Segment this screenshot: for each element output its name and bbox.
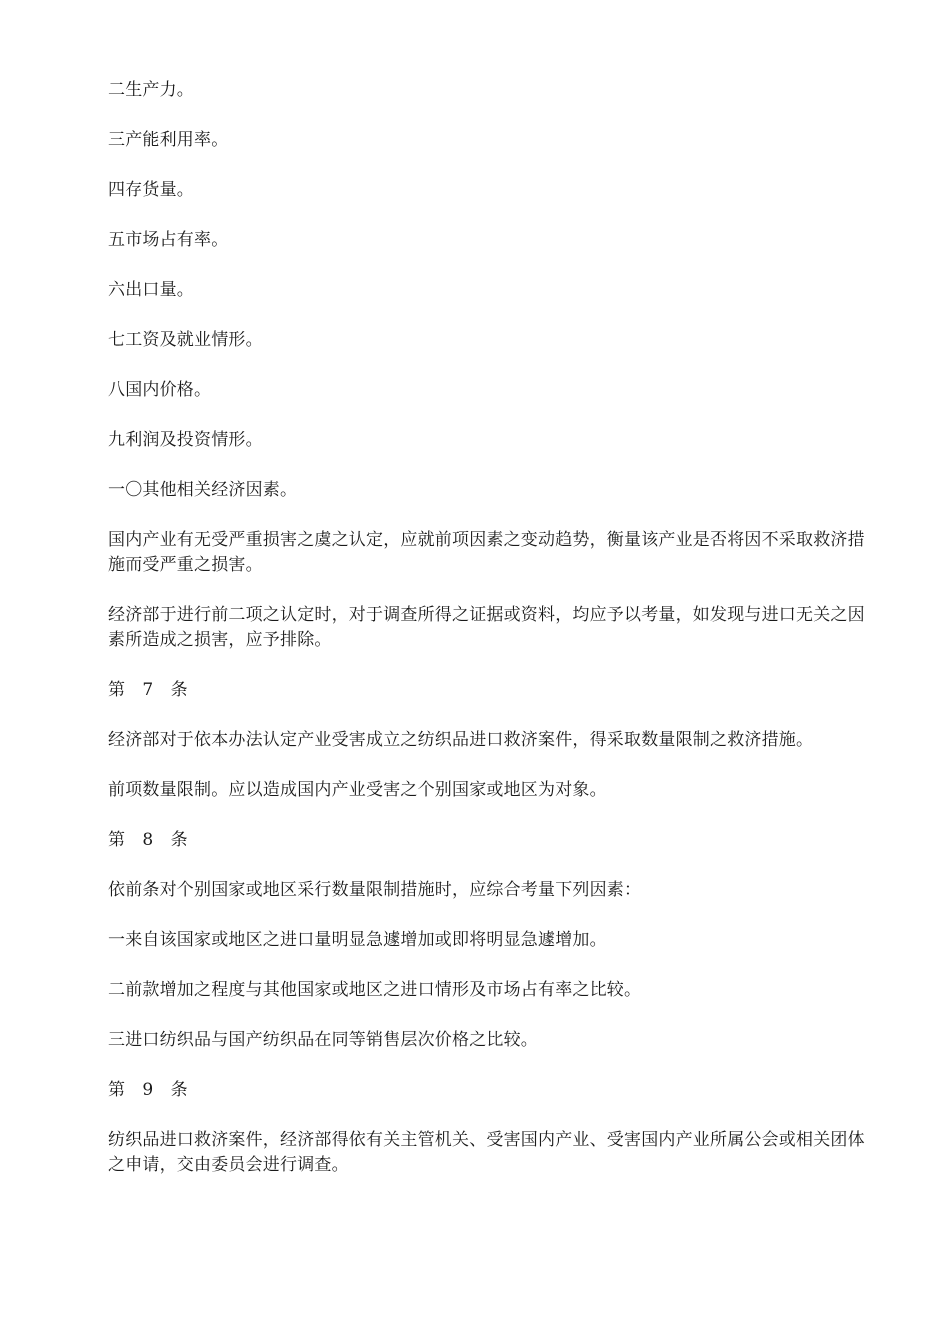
article-9-heading: 第 9 条 <box>108 1080 194 1100</box>
item-price-comparison: 三进口纺织品与国产纺织品在同等销售层次价格之比较。 <box>108 1030 538 1050</box>
item-wages-employment: 七工资及就业情形。 <box>108 330 263 350</box>
item-productivity: 二生产力。 <box>108 80 194 100</box>
item-inventory: 四存货量。 <box>108 180 194 200</box>
item-other-factors: 一〇其他相关经济因素。 <box>108 480 298 500</box>
item-domestic-price: 八国内价格。 <box>108 380 212 400</box>
paragraph-factors-intro: 依前条对个别国家或地区采行数量限制措施时，应综合考量下列因素： <box>108 880 642 900</box>
paragraph-quantity-restriction: 经济部对于依本办法认定产业受害成立之纺织品进口救济案件，得采取数量限制之救济措施。 <box>108 730 814 750</box>
paragraph-threat-determination: 国内产业有无受严重损害之虞之认定，应就前项因素之变动趋势，衡量该产业是否将因不采取救济措施而受严重之损害。 <box>108 530 865 575</box>
item-capacity-utilization: 三产能利用率。 <box>108 130 229 150</box>
item-exports: 六出口量。 <box>108 280 194 300</box>
item-import-surge: 一来自该国家或地区之进口量明显急遽增加或即将明显急遽增加。 <box>108 930 607 950</box>
article-7-heading: 第 7 条 <box>108 680 194 700</box>
paragraph-restriction-target: 前项数量限制。应以造成国内产业受害之个别国家或地区为对象。 <box>108 780 607 800</box>
item-profit-investment: 九利润及投资情形。 <box>108 430 263 450</box>
article-8-heading: 第 8 条 <box>108 830 194 850</box>
item-comparison-share: 二前款增加之程度与其他国家或地区之进口情形及市场占有率之比较。 <box>108 980 642 1000</box>
paragraph-evidence-consideration: 经济部于进行前二项之认定时，对于调查所得之证据或资料，均应予以考量，如发现与进口无关之因素所造成之损害，应予排除。 <box>108 605 865 650</box>
paragraph-application: 纺织品进口救济案件，经济部得依有关主管机关、受害国内产业、受害国内产业所属公会或相关团体之申请，交由委员会进行调查。 <box>108 1130 865 1175</box>
item-market-share: 五市场占有率。 <box>108 230 229 250</box>
document-body <box>108 78 878 1203</box>
